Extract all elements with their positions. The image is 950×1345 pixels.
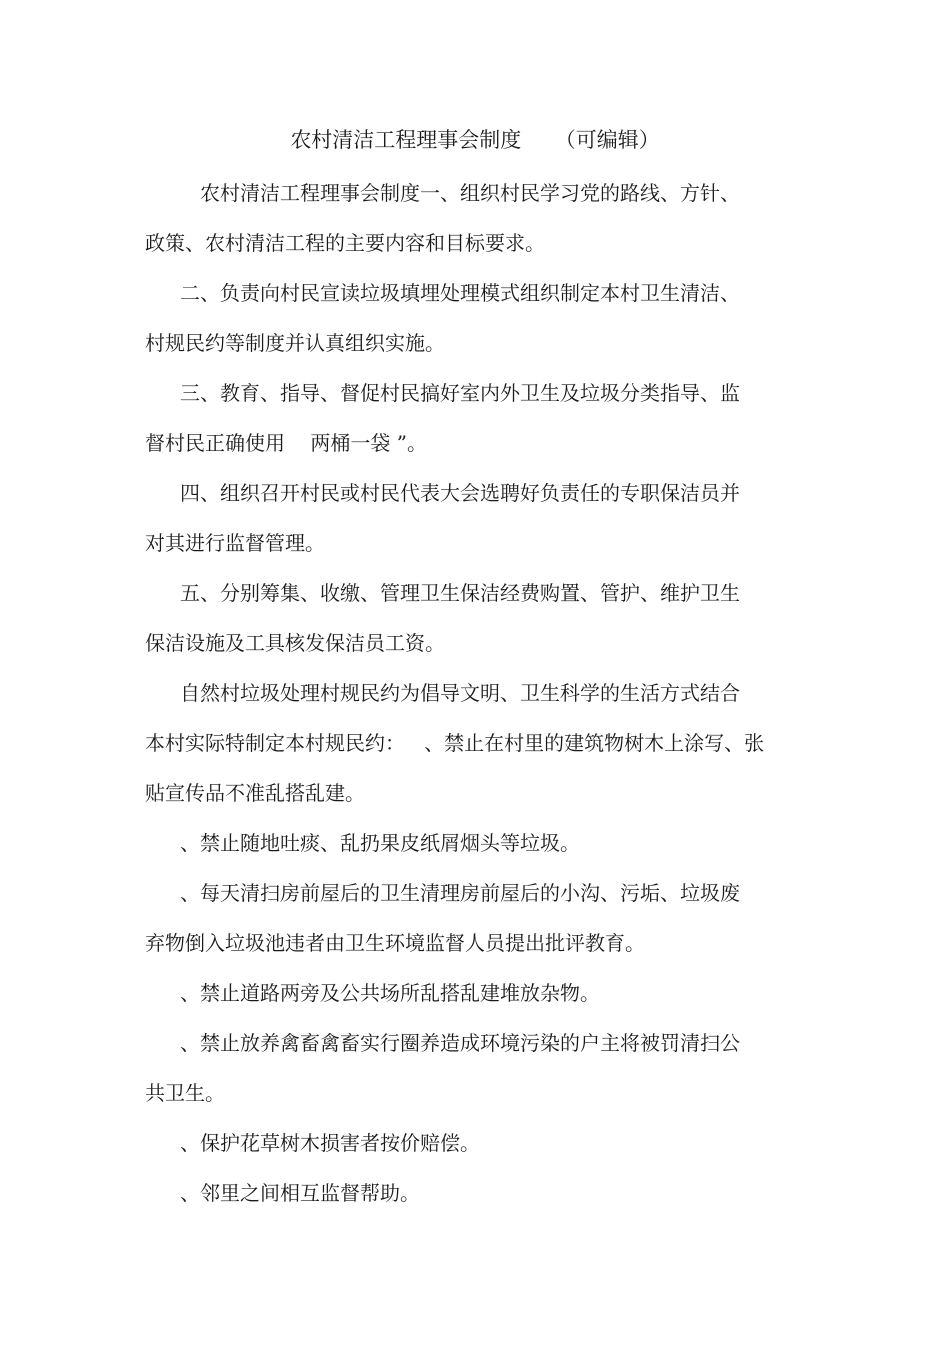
paragraph-line: 保洁设施及工具核发保洁员工资。	[145, 631, 445, 655]
paragraph-line: 、邻里之间相互监督帮助。	[180, 1181, 420, 1205]
paragraph-line: 本村实际特制定本村规民约： 、禁止在村里的建筑物树木上涂写、张	[145, 731, 765, 755]
paragraph-line: 、保护花草树木损害者按价赔偿。	[180, 1131, 480, 1155]
paragraph-line: 对其进行监督管理。	[145, 531, 325, 555]
paragraph-line: 自然村垃圾处理村规民约为倡导文明、卫生科学的生活方式结合	[180, 681, 740, 705]
paragraph-line: 弃物倒入垃圾池违者由卫生环境监督人员提出批评教育。	[145, 931, 645, 955]
paragraph-line: 三、教育、指导、督促村民搞好室内外卫生及垃圾分类指导、监	[180, 381, 740, 405]
paragraph-line: 四、组织召开村民或村民代表大会选聘好负责任的专职保洁员并	[180, 481, 740, 505]
paragraph-line: 、每天清扫房前屋后的卫生清理房前屋后的小沟、污垢、垃圾废	[180, 881, 740, 905]
paragraph-line: 二、负责向村民宣读垃圾填埋处理模式组织制定本村卫生清洁、	[180, 281, 740, 305]
paragraph-line: 政策、农村清洁工程的主要内容和目标要求。	[145, 231, 545, 255]
document-title: 农村清洁工程理事会制度 （可编辑）	[290, 128, 660, 152]
paragraph-line: 督村民正确使用 两桶一袋 ”。	[145, 431, 428, 455]
paragraph-line: 村规民约等制度并认真组织实施。	[145, 331, 445, 355]
paragraph-line: 共卫生。	[145, 1081, 225, 1105]
paragraph-line: 、禁止随地吐痰、乱扔果皮纸屑烟头等垃圾。	[180, 831, 580, 855]
paragraph-line: 、禁止道路两旁及公共场所乱搭乱建堆放杂物。	[180, 981, 600, 1005]
paragraph-line: 农村清洁工程理事会制度一、组织村民学习党的路线、方针、	[200, 181, 740, 205]
paragraph-line: 、禁止放养禽畜禽畜实行圈养造成环境污染的户主将被罚清扫公	[180, 1031, 740, 1055]
paragraph-line: 五、分别筹集、收缴、管理卫生保洁经费购置、管护、维护卫生	[180, 581, 740, 605]
paragraph-line: 贴宣传品不准乱搭乱建。	[145, 781, 365, 805]
